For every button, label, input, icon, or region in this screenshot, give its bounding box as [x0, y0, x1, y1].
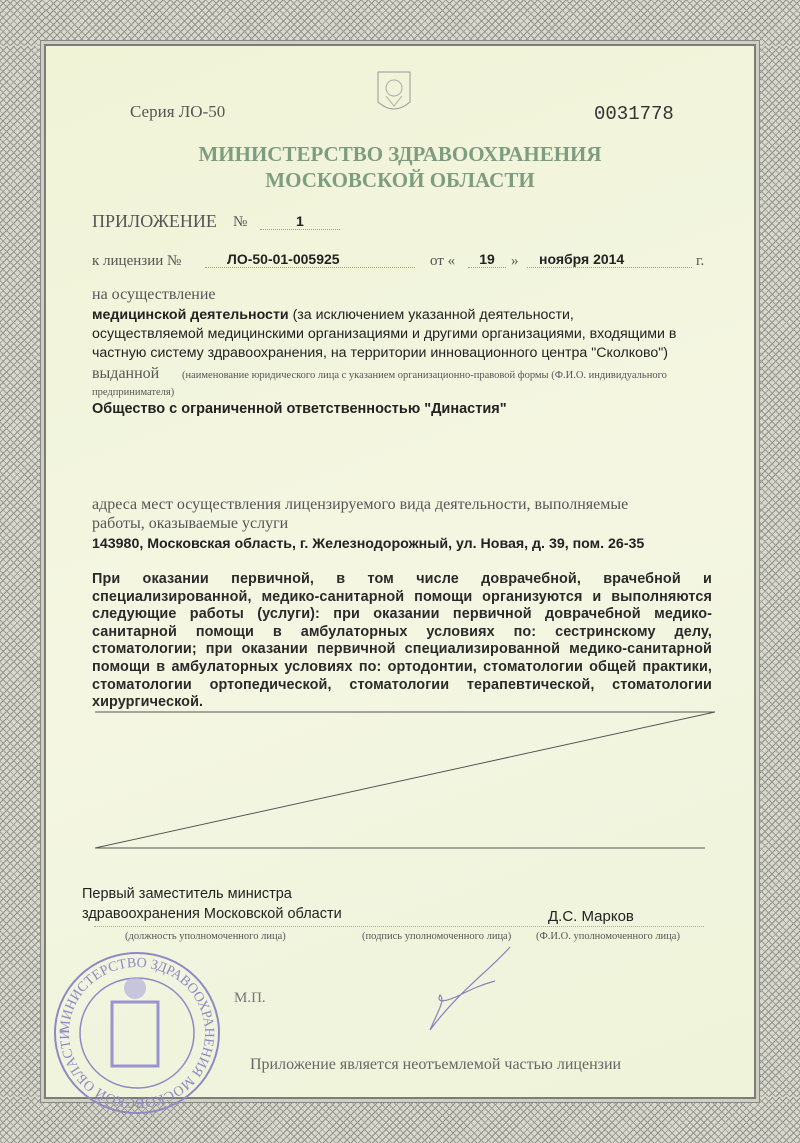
- issued-hint-2: предпринимателя): [92, 387, 175, 398]
- address-label-2: работы, оказываемые услуги: [92, 515, 289, 532]
- appendix-label: ПРИЛОЖЕНИЕ: [92, 211, 217, 231]
- ministry-title-line2: МОСКОВСКОЙ ОБЛАСТИ: [265, 168, 535, 192]
- activity-line2: осуществляемой медицинскими организациями и другими организациями, входящими в: [92, 326, 677, 342]
- name-hint: (Ф.И.О. уполномоченного лица): [536, 931, 680, 942]
- appendix-number: 1: [260, 214, 340, 230]
- license-year-suffix: г.: [696, 253, 705, 269]
- address-label-1: адреса мест осуществления лицензируемого вида деятельности, выполняемые: [92, 496, 629, 513]
- signer-name: Д.С. Марков: [548, 908, 634, 925]
- license-month-year: ноября 2014: [527, 252, 692, 268]
- series-label: Серия ЛО-50: [130, 102, 226, 121]
- position-hint: (должность уполномоченного лица): [125, 931, 286, 942]
- activity-label: на осуществление: [92, 286, 216, 303]
- signature-line: [94, 926, 704, 927]
- address-value: 143980, Московская область, г. Железнодорожный, ул. Новая, д. 39, пом. 26-35: [92, 536, 645, 552]
- seal-text: МИНИСТЕРСТВО ЗДРАВООХРАНЕНИЯ МОСКОВСКОЙ ОБЛАСТИ: [57, 955, 217, 1111]
- license-day: 19: [468, 252, 506, 268]
- form-number: 0031778: [594, 103, 674, 125]
- activity-line3: частную систему здравоохранения, на территории инновационного центра "Сколково"): [92, 345, 669, 361]
- footer-note: Приложение является неотъемлемой частью лицензии: [250, 1056, 622, 1073]
- services-text: При оказании первичной, в том числе доврачебной, врачебной и специализированной, медико-санитарной помощи организуются и выполняются следующие работы (услуги): при оказании первичной доврачебной медико-санитарной помощи в амбулаторных условиях по: сестринскому делу, стоматологии; при оказании первичной специализированной медико-санитарной помощи в амбулаторных условиях по: ортодонтии, стоматологии общей практики, стоматологии ортопедической, стоматологии терапевтической, стоматологии хирургической.: [92, 571, 712, 711]
- signer-position-2: здравоохранения Московской области: [82, 906, 342, 922]
- issued-hint-1: (наименование юридического лица с указанием организационно-правовой формы (Ф.И.О. индивидуального: [182, 370, 667, 381]
- ministry-title-line1: МИНИСТЕРСТВО ЗДРАВООХРАНЕНИЯ: [198, 142, 602, 166]
- activity-description: [92, 306, 732, 363]
- license-label: к лицензии №: [92, 253, 182, 269]
- license-from-label: от «: [430, 253, 456, 269]
- activity-bold: медицинской деятельности: [92, 307, 289, 323]
- issued-label: выданной: [92, 365, 160, 382]
- organization-name: Общество с ограниченной ответственностью "Династия": [92, 401, 507, 417]
- seal-place-label: М.П.: [234, 990, 266, 1006]
- coat-of-arms-icon: [376, 70, 412, 116]
- license-number: ЛО-50-01-005925: [205, 252, 415, 268]
- appendix-num-sign: №: [233, 214, 248, 230]
- handwritten-signature: [400, 945, 520, 1035]
- signer-position-1: Первый заместитель министра: [82, 886, 292, 902]
- signature-hint: (подпись уполномоченного лица): [362, 931, 512, 942]
- license-close-quote: »: [511, 253, 519, 269]
- activity-line1: (за исключением указанной деятельности,: [288, 307, 574, 323]
- official-seal: [52, 950, 222, 1116]
